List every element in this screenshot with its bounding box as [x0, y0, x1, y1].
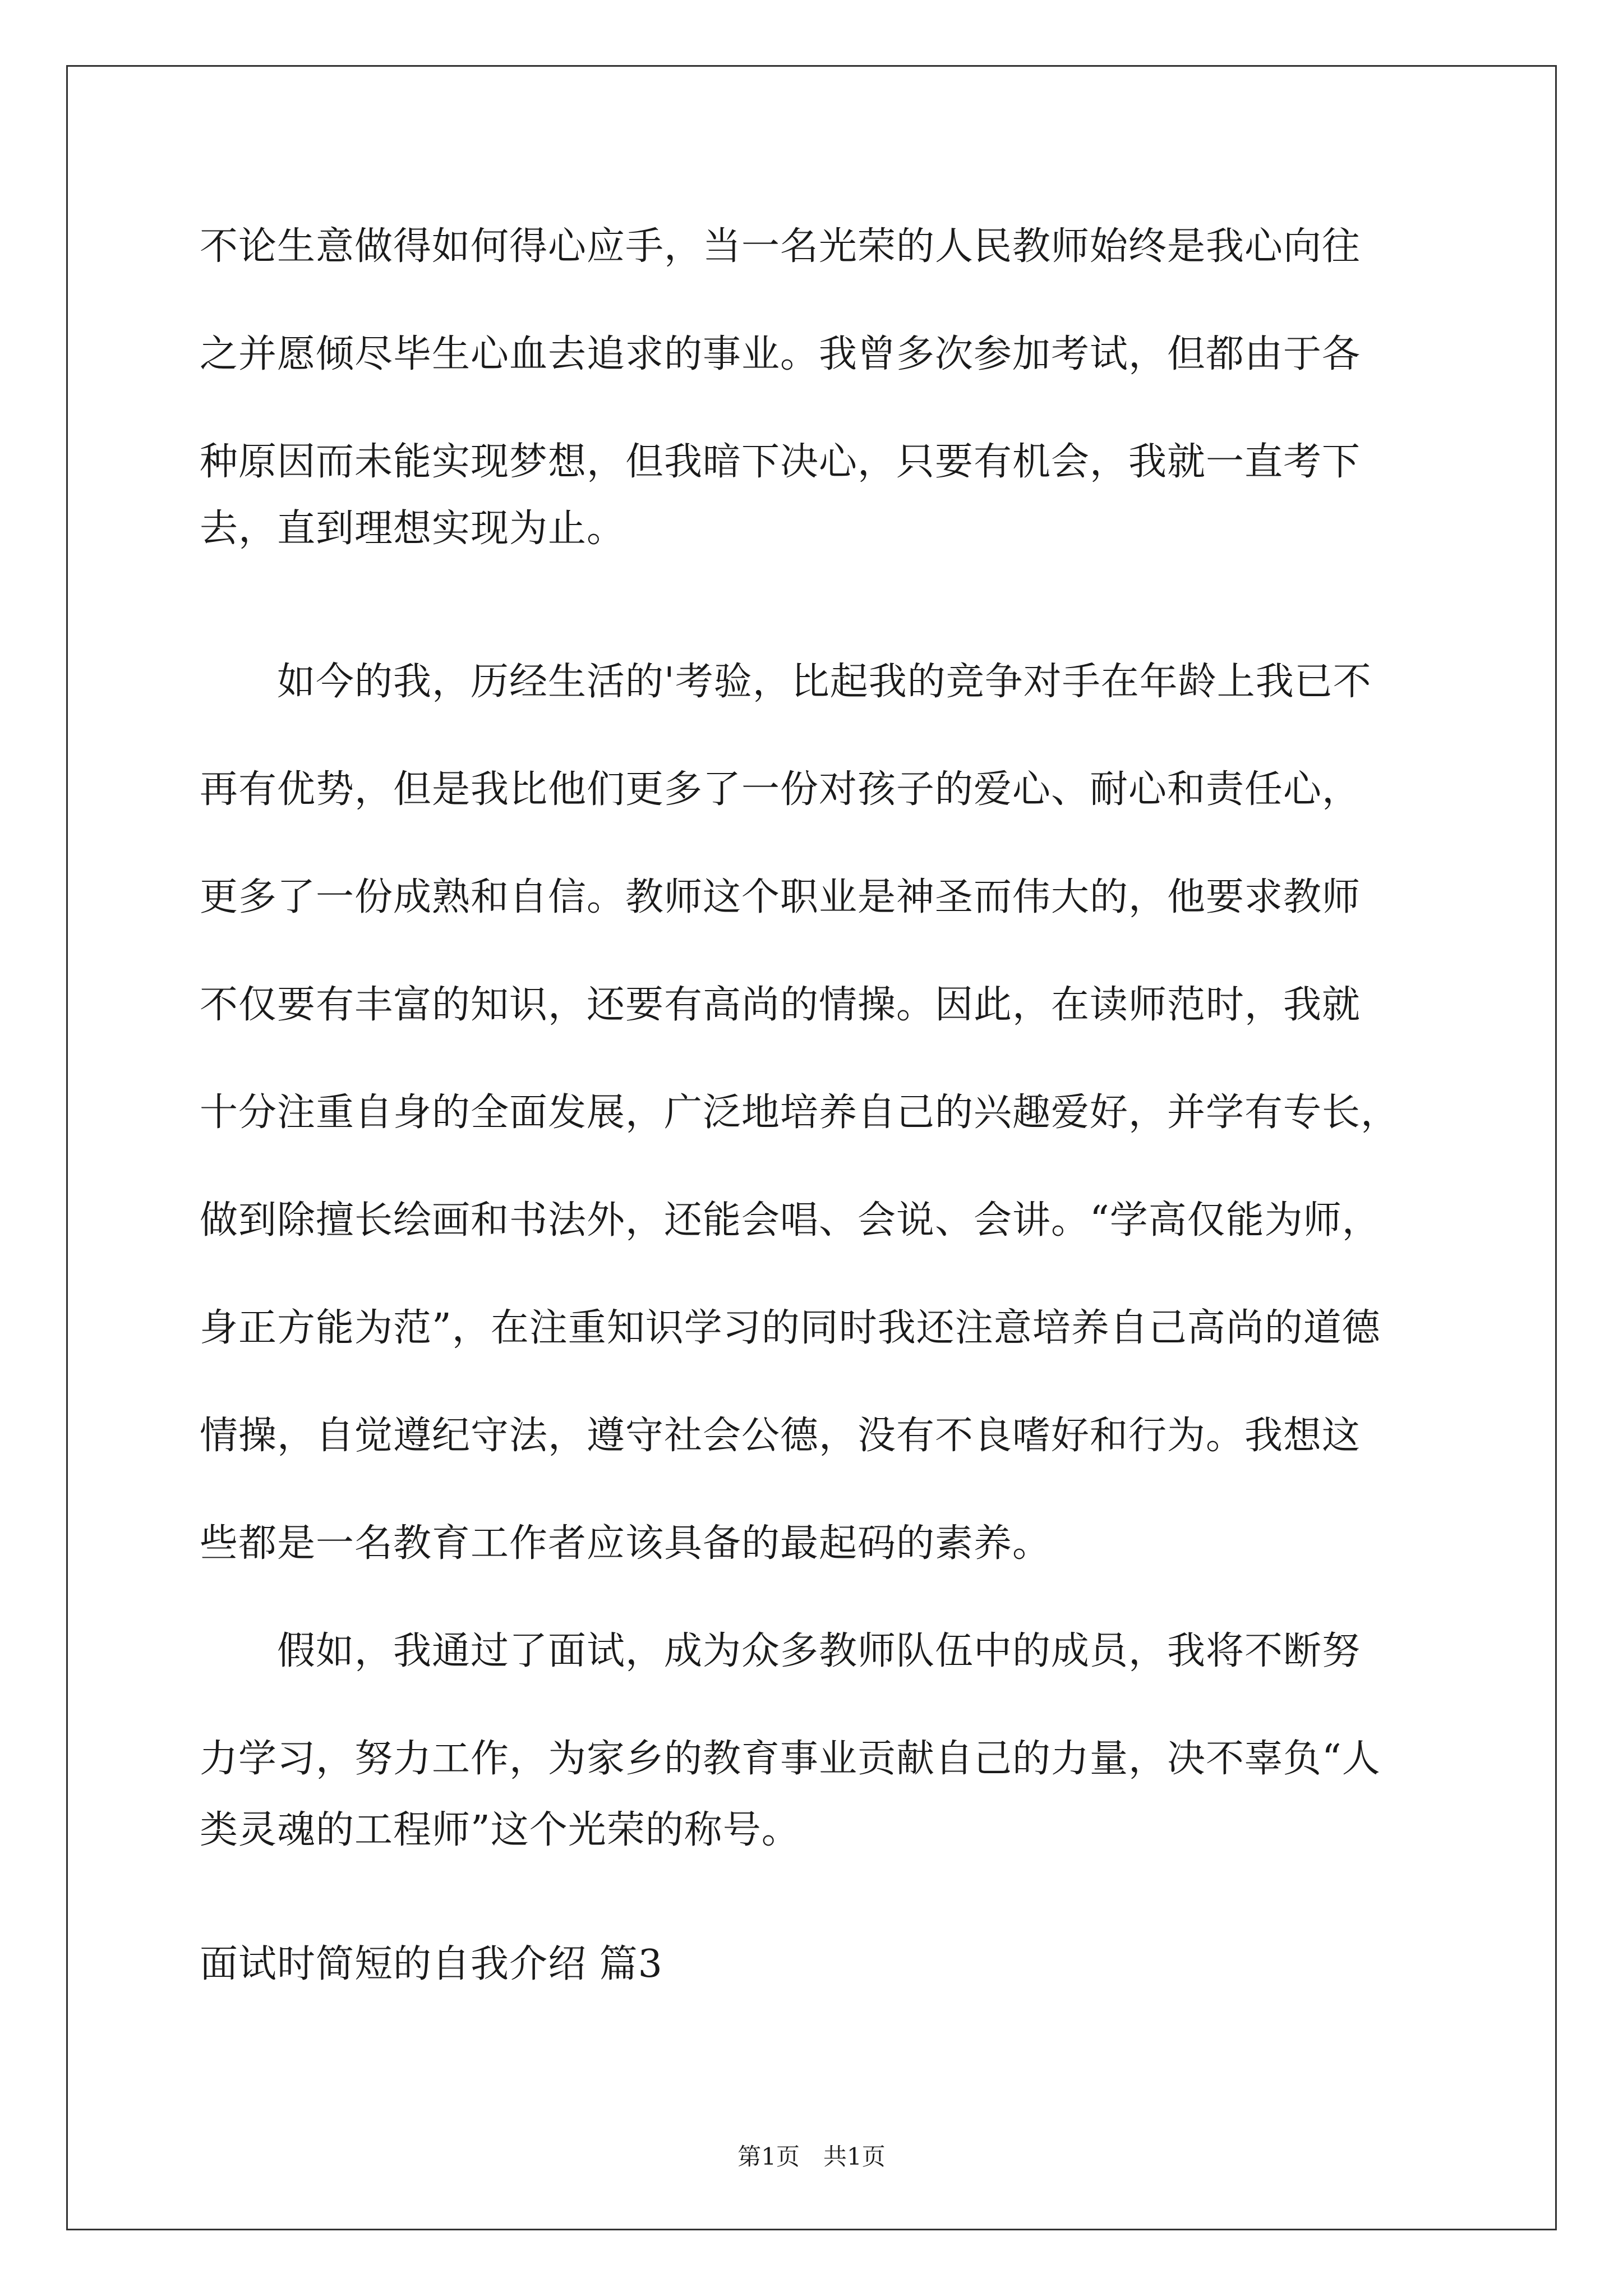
text-line: 力学习，努力工作，为家乡的教育事业贡献自己的力量，决不辜负“人	[200, 1737, 1381, 1781]
section-heading: 面试时简短的自我介绍 篇3	[200, 1942, 663, 1986]
text-line: 些都是一名教育工作者应该具备的最起码的素养。	[200, 1521, 1052, 1566]
text-line: 做到除擅长绘画和书法外，还能会唱、会说、会讲。“学高仅能为师，	[200, 1198, 1381, 1243]
text-line: 情操，自觉遵纪守法，遵守社会公德，没有不良嗜好和行为。我想这	[200, 1414, 1361, 1458]
text-line: 十分注重自身的全面发展，广泛地培养自己的兴趣爱好，并学有专长，	[200, 1091, 1400, 1135]
text-line: 之并愿倾尽毕生心血去追求的事业。我曾多次参加考试，但都由于各	[200, 332, 1361, 376]
text-line: 再有优势，但是我比他们更多了一份对孩子的爱心、耐心和责任心，	[200, 767, 1361, 812]
text-line: 假如，我通过了面试，成为众多教师队伍中的成员，我将不断努	[200, 1629, 1361, 1673]
page-number: 第1页 共1页	[737, 2143, 886, 2170]
text-line: 种原因而未能实现梦想，但我暗下决心，只要有机会，我就一直考下	[200, 440, 1361, 484]
text-line: 不论生意做得如何得心应手，当一名光荣的人民教师始终是我心向往	[200, 224, 1361, 269]
text-line: 不仅要有丰富的知识，还要有高尚的情操。因此，在读师范时，我就	[200, 983, 1361, 1027]
page-border	[66, 65, 1557, 2230]
text-line: 去，直到理想实现为止。	[200, 507, 626, 551]
text-line: 如今的我，历经生活的'考验，比起我的竞争对手在年龄上我已不	[200, 660, 1372, 704]
text-line: 类灵魂的工程师”这个光荣的称号。	[200, 1808, 800, 1852]
text-line: 身正方能为范”，在注重知识学习的同时我还注意培养自己高尚的道德	[200, 1306, 1381, 1350]
text-line: 更多了一份成熟和自信。教师这个职业是神圣而伟大的，他要求教师	[200, 875, 1361, 919]
